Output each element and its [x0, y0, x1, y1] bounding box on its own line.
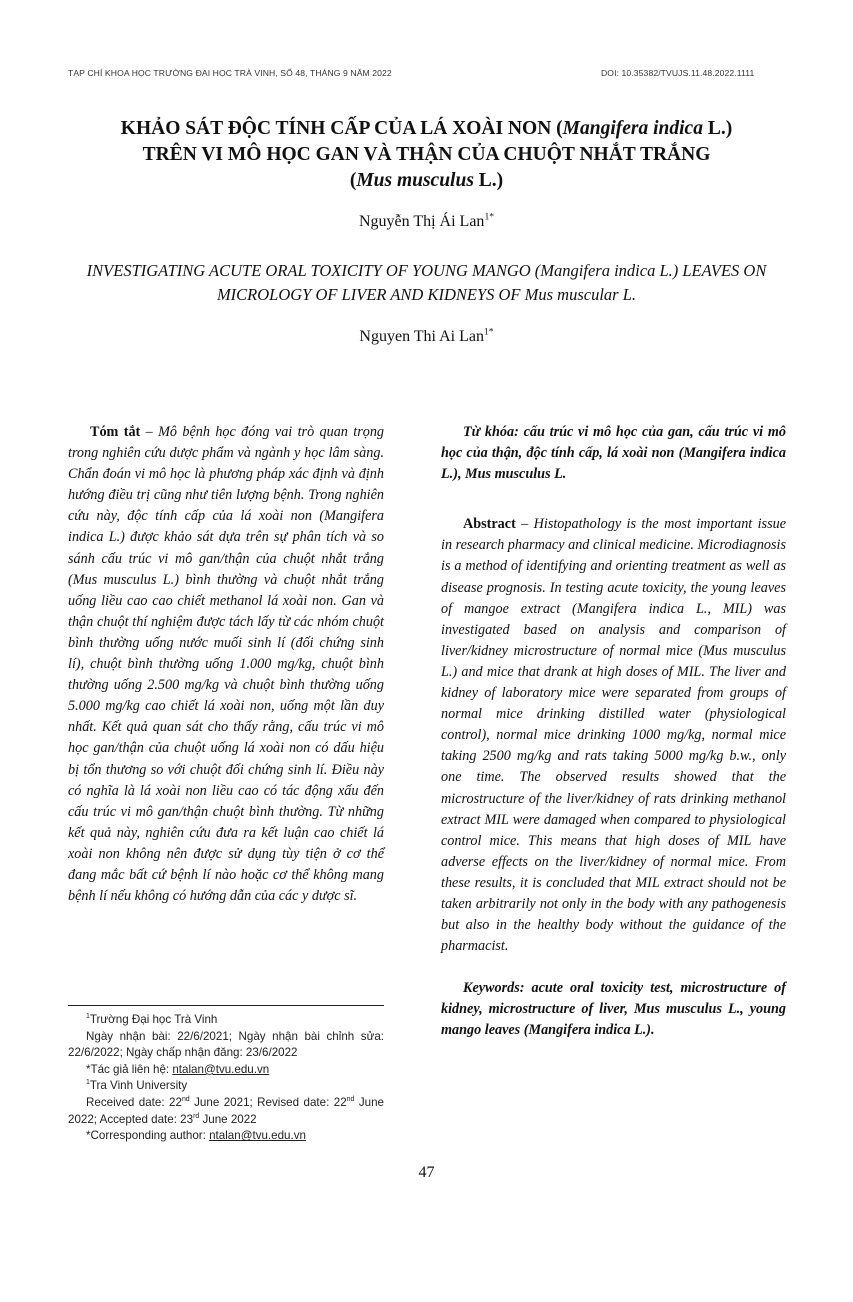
spacer — [441, 485, 786, 514]
abstract-label: Tóm tắt — [90, 424, 141, 440]
keywords-vietnamese: Từ khóa: cấu trúc vi mô học của gan, cấu trúc vi mô học của thận, độc tính cấp, lá xoài non (Mangifera indica L.), Mus musculus L. — [441, 424, 786, 483]
journal-name: TẠP CHÍ KHOA HỌC TRƯỜNG ĐẠI HỌC TRÀ VINH, SỐ 48, THÁNG 9 NĂM 2022 — [68, 68, 392, 78]
abstract-text: Mô bệnh học đóng vai trò quan trọng trong nghiên cứu dược phẩm và ngành y học lâm sàng. Chẩn đoán vi mô học là phương pháp xác định và định hướng điều trị cũng như tiên lượng bệnh. Trong nghiên cứu này, độc tính cấp của lá xoài non (Mangifera indica L.) được khảo sát dựa trên sự phân tích và so sánh cấu trúc vi mô gan/thận của chuột nhắt trắng (Mus musculus L.) bình thường và chuột nhắt trắng uống liều cao cao chiết methanol lá xoài non. Gan và thận chuột thí nghiệm được tách lấy từ các nhóm chuột bình thường uống nước muối sinh lí (đối chứng sinh lí), chuột bình thường uống 1.000 mg/kg, chuột bình thường uống 2.500 mg/kg và chuột bình thường uống 5.000 mg/kg cao chiết lá xoài non, uống một lần duy nhất. Kết quả quan sát cho thấy rằng, cấu trúc vi mô học gan/thận của chuột uống lá xoài non có dấu hiệu bị tổn thương so với chuột đối chứng sinh lí. Điều này có nghĩa là lá xoài non liều cao có tác động xấu đến cấu trúc vi mô gan/thận chuột bình thường. Từ những kết quả này, nghiên cứu đưa ra kết luận cao chiết lá xoài non không nên được sử dụng tùy tiện ở cơ thể đang mắc bất cứ bệnh lí nào hoặc cơ thể không mang bệnh lí nếu không có hướng dẫn của các y dược sĩ. — [68, 424, 385, 905]
species-name: Mangifera indica — [540, 261, 656, 280]
contact-english: *Corresponding author: ntalan@tvu.edu.vn — [86, 1129, 306, 1143]
affiliation-vietnamese: $^1$Trường Đại học Trà Vinh — [86, 1013, 218, 1026]
affiliation-mark: 1* — [484, 211, 495, 223]
doi-label: DOI: 10.35382/TVUJS.11.48.2022.1111 — [601, 68, 755, 78]
contact-vietnamese: *Tác giả liên hệ: ntalan@tvu.edu.vn — [86, 1062, 270, 1076]
footnote-divider — [68, 1005, 384, 1006]
title-line-1: KHẢO SÁT ĐỘC TÍNH CẤP CỦA LÁ XOÀI NON (Mangifera indica L.) — [120, 118, 733, 139]
dates-vietnamese: Ngày nhận bài: 22/6/2021; Ngày nhận bài chỉnh sửa: 22/6/2022; Ngày chấp nhận đăng: 23/6/2022 — [68, 1029, 384, 1060]
title-line-3: (Mus musculus L.) — [349, 170, 504, 191]
title-line-2: TRÊN VI MÔ HỌC GAN VÀ THẬN CỦA CHUỘT NHẮT TRẮNG — [142, 144, 711, 165]
author-name: Nguyễn Thị Ái Lan — [358, 213, 485, 230]
footnotes — [68, 1012, 384, 1145]
abstract-english: Abstract – Histopathology is the most important issue in research pharmacy and clinical medicine. Microdiagnosis is a method of identifying and orienting treatment as well as disease prognosis. In testing acute toxicity, the young leaves of mangoe extract (Mangifera indica L., MIL) was investigated based on analysis and comparison of liver/kidney microstructure of normal mice (Mus musculus L.) and mice that drank at high doses of MIL. The liver and kidney of laboratory mice were separated from groups of normal mice drinking distilled water (physiological control), normal mice drinking 1000 mg/kg, normal mice taking 2500 mg/kg and rats taking 5000 mg/kg b.w., only one time. The observed results showed that the microstructure of the liver/kidney of rats drinking methanol extract MIL were damaged when compared to physiological control mice. This means that high doses of MIL have adverse effects on the liver/kidney of normal mice. From these results, it is concluded that MIL extract should not be taken arbitrarily not only in the body with any pathogenesis but also in the healthy body without the guidance of the pharmacist. — [441, 516, 786, 955]
email-link[interactable]: ntalan@tvu.edu.vn — [172, 1062, 270, 1076]
spacer — [441, 957, 786, 978]
species-name: Mus musculus — [356, 170, 474, 191]
page-number: 47 — [418, 1164, 435, 1181]
affiliation-mark: 1* — [483, 326, 494, 338]
dates-english: Received date: 22nd June 2021; Revised date: 22nd June 2022; Accepted date: 23rd June 2022 — [68, 1095, 385, 1126]
species-name: Mus muscular — [524, 285, 619, 304]
left-column — [68, 422, 384, 907]
author-vietnamese — [0, 213, 853, 231]
author-english — [0, 328, 853, 346]
abstract-label: Abstract — [463, 516, 516, 533]
keywords-english: Keywords: acute oral toxicity test, microstructure of kidney, microstructure of liver, Mus musculus L., young mango leaves (Mangifera indica L.). — [441, 980, 786, 1039]
abstract-text: Histopathology is the most important issue in research pharmacy and clinical medicine. Microdiagnosis is a method of identifying and orienting treatment as well as disease prognosis. In testing acute toxicity, the young leaves of mangoe extract (Mangifera indica L., MIL) was investigated based on analysis and comparison of liver/kidney microstructure of normal mice (Mus musculus L.) and mice that drank at high doses of MIL. The liver and kidney of laboratory mice were separated from groups of normal mice drinking distilled water (physiological control), normal mice drinking 1000 mg/kg, normal mice taking 2500 mg/kg and rats taking 5000 mg/kg b.w., only one time. The observed results showed that the microstructure of the liver/kidney of rats drinking methanol extract MIL were damaged when compared to physiological control mice. This means that high doses of MIL have adverse effects on the liver/kidney of normal mice. From these results, it is concluded that MIL extract should not be taken arbitrarily not only in the body with any pathogenesis but also in the healthy body without the guidance of the pharmacist. — [441, 516, 786, 955]
affiliation-english: $^1$Tra Vinh University — [86, 1079, 188, 1093]
species-name: Mangifera indica — [562, 118, 703, 139]
title-vietnamese — [60, 116, 793, 194]
title-english: INVESTIGATING ACUTE ORAL TOXICITY OF YOUNG MANGO (Mangifera indica L.) LEAVES ON MICROLOGY OF LIVER AND KIDNEYS OF Mus muscular L. — [86, 261, 767, 304]
abstract-vietnamese: Tóm tắt – Mô bệnh học đóng vai trò quan trọng trong nghiên cứu dược phẩm và ngành y học lâm sàng. Chẩn đoán vi mô học là phương pháp xác định và định hướng điều trị cũng như tiên lượng bệnh. Trong nghiên cứu này, độc tính cấp của lá xoài non (Mangifera indica L.) được khảo sát dựa trên sự phân tích và so sánh cấu trúc vi mô gan/thận của chuột nhắt trắng (Mus musculus L.) bình thường và chuột nhắt trắng uống liều cao cao chiết methanol lá xoài non. Gan và thận chuột thí nghiệm được tách lấy từ các nhóm chuột bình thường uống nước muối sinh lí (đối chứng sinh lí), chuột bình thường uống 1.000 mg/kg, chuột bình thường uống 2.500 mg/kg và chuột bình thường uống 5.000 mg/kg cao chiết lá xoài non, uống một lần duy nhất. Kết quả quan sát cho thấy rằng, cấu trúc vi mô học gan/thận của chuột uống lá xoài non có dấu hiệu bị tổn thương so với chuột đối chứng sinh lí. Điều này có nghĩa là lá xoài non liều cao có tác động xấu đến cấu trúc vi mô gan/thận chuột bình thường. Từ những kết quả này, nghiên cứu đưa ra kết luận cao chiết lá xoài non không nên được sử dụng tùy tiện ở cơ thể đang mắc bất cứ bệnh lí nào hoặc cơ thể không mang bệnh lí nếu không có hướng dẫn của các y dược sĩ. — [68, 424, 385, 905]
author-name: Nguyen Thi Ai Lan — [359, 328, 484, 345]
email-link[interactable]: ntalan@tvu.edu.vn — [209, 1129, 306, 1143]
right-column — [441, 422, 786, 1042]
